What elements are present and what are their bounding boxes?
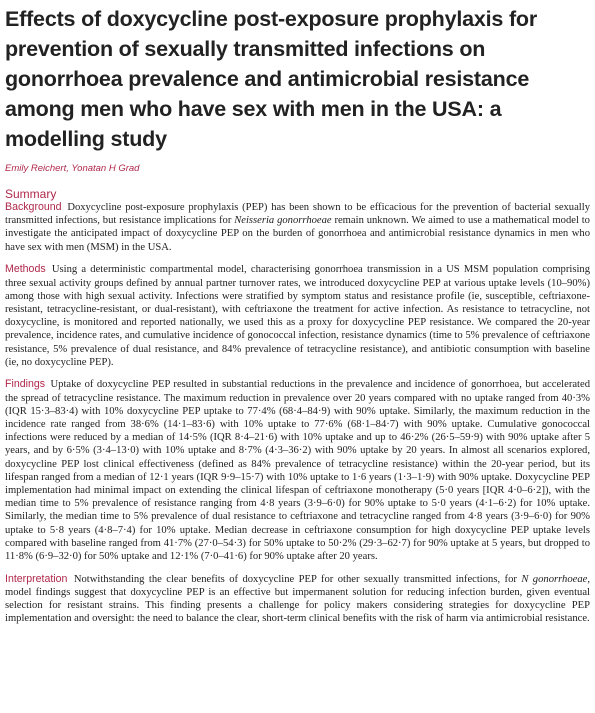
background-italic-term: Neisseria gonorrhoeae [234,215,332,227]
interpretation-italic-term: N gonorrhoeae, [521,573,590,585]
methods-paragraph [5,263,590,369]
interpretation-label: Interpretation [5,572,68,585]
methods-text: Using a deterministic compartmental model, characterising gonorrhoea transmission in a US MSM population comprising three sexual activity groups defined by annual partner turnover rates, we introduced doxycycline PEP at various uptake levels (10–90%) among those with high sexual activity. Infections were stratified by symptom status and resistance profile (ie, susceptible, ceftriaxone-resistant, tetracycline-resistant, or dual-resistant), with ceftriaxone the treatment for active infection. As resistance to tetracycline, not doxycycline, is monitored and reported nationally, we used this as a proxy for doxycycline PEP resistance. We compared the 20-year prevalence, incidence rates, and cumulative incidence of gonococcal infection, resistance dynamics (time to 5% prevalence of ceftriaxone resistance, 5% prevalence of dual resistance, and 84% prevalence of tetracycline resistance), and antibiotic consumption with baseline (ie, no doxycycline PEP). [5,264,590,368]
summary-heading: Summary [5,187,57,201]
findings-text: Uptake of doxycycline PEP resulted in substantial reductions in the prevalence and incidence of gonorrhoea, but accelerated the spread of tetracycline resistance. The maximum reduction in prevalence over 20 years compared with no uptake ranged from 40·3% (IQR 15·3–83·4) with 10% doxycycline PEP uptake to 77·4% (68·4–84·9) with 90% uptake. Similarly, the maximum reduction in the incidence rate ranged from 38·6% (14·1–83·6) with 10% uptake to 77·6% (68·1–84·7) with 90% uptake. Cumulative gonococcal infections were reduced by a median of 14·5% (IQR 8·4–21·6) with 10% uptake and up to 46·2% (26·5–59·9) with 90% uptake after 5 years, and by 6·5% (3·4–13·0) with 10% uptake and 8·7% (4·3–36·2) with 90% uptake by 20 years. In almost all scenarios explored, doxycycline PEP lost clinical effectiveness (defined as 84% prevalence of tetracycline resistance) within the 20-year period, but its lifespan ranged from a median of 12·1 years (IQR 9·9–15·7) with 10% uptake to 1·6 years (1·3–1·9) with 90% uptake. Doxycycline PEP implementation had minimal impact on extending the clinical lifespan of ceftriaxone monotherapy (5·0 years [IQR 4·0–6·2]), with the median time to 5% prevalence of resistance ranging from 4·8 years (3·9–6·0) for 90% uptake to 5·0 years (4·1–6·2) for 10% uptake. Similarly, the median time to 5% prevalence of dual resistance to ceftriaxone and tetracycline ranged from 4·8 years (3·9–6·0) for 90% uptake to 5·8 years (4·8–7·4) for 10% uptake. Median decrease in ceftriaxone consumption for high doxycycline PEP uptake levels compared with baseline ranged from 41·7% (27·0–54·3) for 50% uptake to 50·2% (29·3–62·7) for 90% uptake at 5 years, but dropped to 11·8% (6·9–32·0) for 50% uptake and 12·1% (7·0–41·6) for 90% uptake after 20 years. [5,379,590,563]
background-text-a: Doxycycline post-exposure prophylaxis (PEP) has been shown to be efficacious for the prevention of bacterial sexually transmitted infections, but resistance implications for [5,202,590,227]
interpretation-paragraph [5,573,590,626]
findings-paragraph [5,378,590,563]
background-label: Background [5,201,62,213]
article-authors[interactable]: Emily Reichert, Yonatan H Grad [5,163,140,174]
interpretation-text-b: model findings suggest that doxycycline PEP is an effective but impermanent solution for reducing infection burden, given eventual selection for resistant strains. This finding presents a challenge for policy makers considering strategies for doxycycline PEP implementation and oversight: the need to balance the clear, short-term clinical benefits with the risk of harm via antimicrobial resistance. [5,586,590,625]
article-page [5,4,590,626]
background-paragraph [5,201,590,254]
article-title: Effects of doxycycline post-exposure prophylaxis for prevention of sexually transmitted infections on gonorrhoea prevalence and antimicrobial resistance among men who have sex with men in the USA: a modelling study [5,7,538,151]
interpretation-text-a: Notwithstanding the clear benefits of doxycycline PEP for other sexually transmitted infections, for [73,573,522,585]
background-text-b: remain unknown. We aimed to use a mathematical model to investigate the anticipated impact of doxycycline PEP on the burden of gonorrhoea and antimicrobial resistance dynamics in men who have sex with men (MSM) in the USA. [5,215,590,253]
methods-label: Methods [5,263,46,276]
findings-label: Findings [5,378,46,391]
